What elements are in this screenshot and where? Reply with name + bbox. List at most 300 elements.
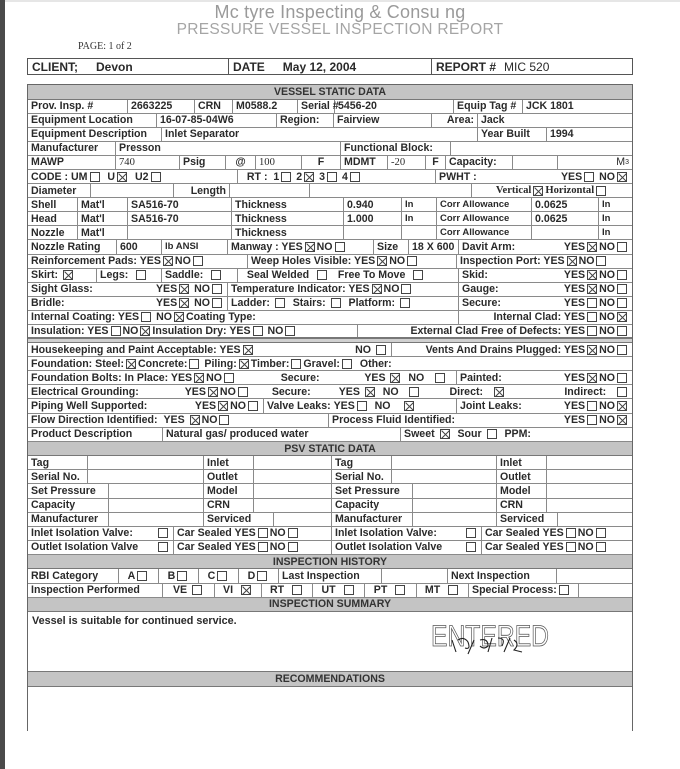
access-secure-label: Secure:: [462, 297, 501, 310]
report-cell: [432, 59, 632, 74]
psv2-capacity-label: Capacity: [332, 499, 413, 512]
rt4-label: 4: [341, 170, 348, 183]
diameter-value: [91, 184, 174, 197]
perf-ut-group: [313, 584, 365, 597]
area-value: Jack: [481, 114, 505, 127]
access-secure-group: [459, 297, 632, 310]
perf-rt-group: [262, 584, 313, 597]
row-sight-glass: [28, 283, 632, 297]
code-u-checkbox[interactable]: [117, 172, 127, 182]
diameter-spacer: [310, 184, 472, 197]
bolts-secure-label: Secure:: [280, 371, 320, 384]
pwht-no-label: NO: [599, 170, 615, 183]
psv2-oiv-checkbox[interactable]: [466, 542, 476, 552]
found-other-label: Other:: [359, 357, 392, 370]
psv2-iiv-car-yes-checkbox[interactable]: [566, 528, 576, 538]
weep-yes-checkbox[interactable]: [377, 256, 387, 266]
head-thickness: 1.000: [344, 212, 402, 225]
gauge-label: Gauge:: [462, 283, 499, 296]
row-diameter: [28, 184, 632, 198]
vents-group: [392, 343, 632, 356]
bolts-no-checkbox[interactable]: [224, 373, 234, 383]
vents-no-checkbox[interactable]: [617, 345, 627, 355]
rbi-b-group: [159, 569, 199, 582]
tempind-yes-checkbox[interactable]: [372, 284, 382, 294]
direct-checkbox[interactable]: [494, 387, 504, 397]
ground-secure-label: Secure:: [271, 385, 311, 398]
manway-no-label: NO: [316, 240, 333, 253]
sight-group: [28, 283, 228, 296]
row-nozzle: [28, 226, 632, 240]
sour-label: Sour: [457, 428, 482, 441]
rt-label: RT :: [246, 170, 268, 183]
fluid-yes-checkbox[interactable]: [587, 415, 597, 425]
code-group: [28, 170, 238, 183]
ground-label: Electrical Grounding:: [31, 385, 139, 398]
last-inspection-value[interactable]: [382, 569, 448, 582]
legs-checkbox[interactable]: [136, 270, 146, 280]
painted-no-checkbox[interactable]: [617, 373, 627, 383]
pwht-yes-label: YES: [560, 170, 583, 183]
psv2-capacity-value: [413, 499, 497, 512]
psv2-oiv-car-yes-checkbox[interactable]: [566, 542, 576, 552]
horizontal-label: Horizontal: [545, 185, 595, 197]
psv2-inlet-value: [547, 456, 632, 469]
vertical-checkbox[interactable]: [533, 186, 543, 196]
access-secure-no-checkbox[interactable]: [617, 298, 627, 308]
size-value: 18 X 600: [409, 240, 459, 253]
perf-ut-checkbox[interactable]: [344, 585, 354, 595]
temp-value: 100: [256, 156, 302, 169]
shell-thickness-label: Thickness: [232, 198, 344, 211]
summary-text: Vessel is suitable for continued service.: [32, 615, 237, 628]
joint-no-checkbox[interactable]: [617, 401, 627, 411]
nozzle-corr: [532, 226, 599, 239]
rbi-c-group: [199, 569, 239, 582]
psv1-model-label: Model: [204, 484, 254, 497]
indirect-checkbox[interactable]: [617, 387, 627, 397]
code-um-checkbox[interactable]: [90, 172, 100, 182]
intclad-yes-checkbox[interactable]: [587, 312, 597, 322]
crn-label: CRN: [195, 100, 233, 113]
pwht-no-checkbox[interactable]: [617, 172, 627, 182]
coating-group: [28, 311, 459, 324]
davit-yes-checkbox[interactable]: [587, 242, 597, 252]
psv2-oiv-car-group: [482, 541, 632, 554]
joint-yes-checkbox[interactable]: [587, 401, 597, 411]
insul-no-checkbox[interactable]: [140, 326, 150, 336]
diameter-label: Diameter: [28, 184, 91, 197]
rbi-d-checkbox[interactable]: [257, 571, 267, 581]
row-coating: [28, 311, 632, 325]
psig-unit: Psig: [180, 156, 226, 169]
ground-secure-no-checkbox[interactable]: [409, 387, 419, 397]
pwht-yes-checkbox[interactable]: [584, 172, 594, 182]
valve-no-checkbox[interactable]: [404, 401, 414, 411]
found-gravel-checkbox[interactable]: [342, 359, 352, 369]
stamp-text: ENTERED: [431, 620, 549, 654]
row-head: [28, 212, 632, 226]
psv2-mfr-value: [413, 513, 497, 526]
painted-no-label: NO: [599, 371, 615, 384]
special-label: Special Process:: [472, 584, 557, 597]
report-label: REPORT #: [436, 59, 497, 74]
section-vessel-static: VESSEL STATIC DATA: [28, 85, 632, 100]
tempind-group: [228, 283, 459, 296]
house-label: Housekeeping and Paint Acceptable: YES: [31, 343, 241, 356]
vents-label: Vents And Drains Plugged: YES: [425, 343, 586, 356]
house-no-checkbox[interactable]: [376, 345, 386, 355]
psv2-oiv-car-no-checkbox[interactable]: [596, 542, 606, 552]
mdmt-unit: F: [426, 156, 446, 169]
intclad-label: Internal Clad: YES: [493, 311, 586, 324]
flow-no-checkbox[interactable]: [219, 415, 229, 425]
psv1-oiv-car-no-checkbox[interactable]: [288, 542, 298, 552]
rt2-checkbox[interactable]: [304, 172, 314, 182]
special-checkbox[interactable]: [559, 585, 569, 595]
saddle-checkbox[interactable]: [211, 270, 221, 280]
area-label: Area:: [432, 114, 478, 127]
psv2-iiv-car-no-checkbox[interactable]: [596, 528, 606, 538]
rt1-label: 1: [273, 170, 280, 183]
found-timber-checkbox[interactable]: [291, 359, 301, 369]
perf-ve-checkbox[interactable]: [192, 585, 202, 595]
row-grounding: [28, 385, 632, 399]
prov-label: Prov. Insp. #: [28, 100, 128, 113]
row-housekeeping: [28, 343, 632, 357]
fb-label: Functional Block:: [341, 142, 451, 155]
capacity-value: [513, 156, 558, 169]
port-yes-checkbox[interactable]: [567, 256, 577, 266]
size-label: Size: [374, 240, 409, 253]
valve-yes-checkbox[interactable]: [357, 401, 367, 411]
flow-group: [28, 414, 329, 427]
psv-row-inlet-valve: [28, 527, 632, 541]
extclad-yes-checkbox[interactable]: [587, 326, 597, 336]
desc-value: Inlet Separator: [162, 128, 478, 141]
psv2-tag-label: Tag: [332, 456, 392, 469]
platform-label: Platform:: [348, 297, 396, 310]
davit-group: [459, 240, 632, 253]
psv1-oiv-checkbox[interactable]: [158, 542, 168, 552]
bolts-secure-yes-checkbox[interactable]: [390, 373, 400, 383]
insul-label: Insulation: YES: [31, 325, 109, 338]
nozzle-rating-unit: lb ANSI: [162, 240, 228, 253]
ground-secure-yes-label: YES: [338, 385, 360, 398]
row-product: [28, 428, 632, 442]
rbi-label: RBI Category: [28, 569, 119, 582]
found-gravel-label: Gravel:: [303, 357, 340, 370]
rbi-a-checkbox[interactable]: [137, 571, 147, 581]
psv2-iiv-group: [332, 527, 482, 540]
tempind-no-label: NO: [383, 283, 400, 296]
bridle-no-checkbox[interactable]: [212, 298, 222, 308]
bolts-secure-yes-label: YES: [364, 371, 386, 384]
skid-no-label: NO: [599, 269, 615, 282]
psv1-crn-label: CRN: [204, 499, 254, 512]
rt3-checkbox[interactable]: [327, 172, 337, 182]
region-value: Fairview: [334, 114, 432, 127]
davit-label: Davit Arm:: [462, 240, 516, 253]
reinf-label: Reinforcement Pads: YES: [31, 255, 161, 268]
psv1-iiv-car-no-label: NO: [269, 527, 286, 540]
code-u2-label: U2: [134, 170, 149, 183]
row-mawp: [28, 156, 632, 170]
bolts-label: Foundation Bolts: In Place: YES: [31, 371, 193, 384]
psv-row-outlet-valve: [28, 541, 632, 555]
psv2-oiv-group: [332, 541, 482, 554]
row-code: [28, 170, 632, 184]
seal-free-group: [238, 269, 459, 282]
seal-checkbox[interactable]: [317, 270, 327, 280]
perf-ut-label: UT: [321, 584, 336, 597]
row-foundation: [28, 357, 632, 371]
perf-mt-checkbox[interactable]: [448, 585, 458, 595]
nozzle-thickness-unit: [402, 226, 437, 239]
tempind-no-checkbox[interactable]: [401, 284, 411, 294]
sight-yes-checkbox[interactable]: [179, 284, 189, 294]
sweet-checkbox[interactable]: [440, 429, 450, 439]
crn-value: M0588.2: [233, 100, 298, 113]
mfr-label: Manufacturer: [28, 142, 116, 155]
psv2-crn-label: CRN: [497, 499, 547, 512]
row-flow: [28, 414, 632, 428]
legs-label: Legs:: [100, 269, 129, 282]
length-value: [230, 184, 310, 197]
found-timber-label: Timber:: [250, 357, 290, 370]
psv1-oiv-car-group: [174, 541, 332, 554]
product-label: Product Description: [28, 428, 163, 441]
flow-yes-checkbox[interactable]: [190, 415, 200, 425]
port-no-checkbox[interactable]: [596, 256, 606, 266]
tag-value: JCK 1801: [526, 100, 574, 113]
free-checkbox[interactable]: [413, 270, 423, 280]
report-value: MIC 520: [504, 59, 550, 74]
bolts-secure-no-checkbox[interactable]: [435, 373, 445, 383]
weep-group: [248, 255, 457, 268]
psv2-serviced-label: Serviced: [497, 513, 558, 526]
client-value: Devon: [96, 59, 133, 74]
psv1-oiv-group: [28, 541, 174, 554]
sight-label: Sight Glass:: [31, 283, 93, 296]
rbi-b-checkbox[interactable]: [177, 571, 187, 581]
shell-material: SA516-70: [128, 198, 232, 211]
row-rbi: [28, 569, 632, 583]
skid-yes-checkbox[interactable]: [587, 270, 597, 280]
report-header: [27, 58, 633, 75]
tag-label: Equip Tag #: [454, 100, 523, 113]
bolts-yes-checkbox[interactable]: [194, 373, 204, 383]
house-yes-checkbox[interactable]: [243, 345, 253, 355]
weep-no-checkbox[interactable]: [407, 256, 417, 266]
psv1-tag-label: Tag: [28, 456, 88, 469]
psv2-iiv-checkbox[interactable]: [466, 528, 476, 538]
serial-label: Serial #: [298, 100, 335, 113]
next-inspection-value[interactable]: [557, 569, 632, 582]
rt3-label: 3: [319, 170, 325, 183]
row-supports: [28, 269, 632, 283]
head-material: SA516-70: [128, 212, 232, 225]
intclad-no-checkbox[interactable]: [617, 312, 627, 322]
row-shell: [28, 198, 632, 212]
psv1-iiv-car-no-checkbox[interactable]: [288, 528, 298, 538]
coattype-label: Coating Type:: [185, 311, 256, 324]
head-corr-label: Corr Allowance: [437, 212, 532, 225]
head-thickness-label: Thickness: [232, 212, 344, 225]
psv1-oiv-car-yes-checkbox[interactable]: [258, 542, 268, 552]
summary-body: [28, 612, 632, 672]
perf-ve-label: VE: [172, 584, 188, 597]
manway-no-checkbox[interactable]: [335, 242, 345, 252]
reinf-no-checkbox[interactable]: [193, 256, 203, 266]
insdry-no-checkbox[interactable]: [285, 326, 295, 336]
indirect-label: Indirect:: [564, 385, 607, 398]
psv2-oiv-label: Outlet Isolation Valve: [335, 541, 443, 554]
gauge-yes-checkbox[interactable]: [587, 284, 597, 294]
weep-no-label: NO: [389, 255, 406, 268]
found-steel-label: Foundation: Steel:: [31, 357, 124, 370]
head-corr-unit: In: [602, 213, 611, 225]
psv1-mfr-label: Manufacturer: [28, 513, 109, 526]
rt4-checkbox[interactable]: [350, 172, 360, 182]
shell-label: Shell: [28, 198, 78, 211]
psv2-serviced-value: [558, 513, 632, 526]
sight-no-checkbox[interactable]: [212, 284, 222, 294]
psv2-iiv-car-group: [482, 527, 632, 540]
psv1-capacity-label: Capacity: [28, 499, 109, 512]
perf-mt-label: MT: [424, 584, 441, 597]
ground-secure-yes-checkbox[interactable]: [365, 387, 375, 397]
gauge-no-checkbox[interactable]: [617, 284, 627, 294]
sour-checkbox[interactable]: [487, 429, 497, 439]
capacity-unit: M 3: [616, 156, 629, 169]
found-piling-checkbox[interactable]: [239, 359, 249, 369]
gauge-no-label: NO: [599, 283, 615, 296]
psv1-model-value: [254, 484, 332, 497]
scan-edge: [0, 0, 5, 769]
perf-rt-checkbox[interactable]: [292, 585, 302, 595]
psv2-iiv-label: Inlet Isolation Valve:: [335, 527, 437, 540]
perf-pt-checkbox[interactable]: [395, 585, 405, 595]
vertical-label: Vertical: [495, 185, 532, 197]
nozzle-corr-unit: In: [602, 227, 611, 239]
insul-yes-checkbox[interactable]: [111, 326, 121, 336]
psv2-iiv-car-no-label: NO: [577, 527, 594, 540]
saddle-label: Saddle:: [165, 269, 204, 282]
psv1-tag-value: [88, 456, 204, 469]
manway-yes-checkbox[interactable]: [305, 242, 315, 252]
weep-label: Weep Holes Visible: YES: [251, 255, 376, 268]
rt2-label: 2: [296, 170, 303, 183]
psv2-crn-value: [547, 499, 632, 512]
psv1-iiv-checkbox[interactable]: [158, 528, 168, 538]
psv2-model-label: Model: [497, 484, 547, 497]
product-value: Natural gas/ produced water: [163, 428, 401, 441]
valve-label: Valve Leaks:: [267, 400, 331, 413]
bridle-yes-label: YES: [155, 297, 178, 310]
insdry-yes-checkbox[interactable]: [253, 326, 263, 336]
shell-thickness: 0.940: [344, 198, 402, 211]
access-secure-yes-checkbox[interactable]: [587, 298, 597, 308]
psv2-outlet-value: [547, 470, 632, 483]
found-steel-checkbox[interactable]: [126, 359, 136, 369]
rbi-c-checkbox[interactable]: [217, 571, 227, 581]
psv1-oiv-label: Outlet Isolation Valve: [31, 541, 139, 554]
ground-no-checkbox[interactable]: [238, 387, 248, 397]
reinf-yes-checkbox[interactable]: [163, 256, 173, 266]
head-thickness-unit: In: [402, 212, 437, 225]
sweet-label: Sweet: [404, 428, 435, 441]
extclad-no-label: NO: [599, 325, 615, 338]
nozzle-rating-value: 600: [117, 240, 162, 253]
code-u2-checkbox[interactable]: [151, 172, 161, 182]
psv1-outlet-label: Outlet: [204, 470, 254, 483]
nozzle-matl-label: Mat'l: [78, 226, 128, 239]
date-label: DATE: [233, 59, 265, 74]
mawp-value: 740: [116, 156, 180, 169]
horizontal-checkbox[interactable]: [596, 186, 606, 196]
painted-yes-checkbox[interactable]: [587, 373, 597, 383]
psv1-iiv-car-yes-checkbox[interactable]: [258, 528, 268, 538]
gauge-yes-label: YES: [563, 283, 586, 296]
ground-yes-checkbox[interactable]: [208, 387, 218, 397]
saddle-group: [162, 269, 238, 282]
painted-yes-label: YES: [563, 371, 586, 384]
ppm-label: PPM:: [504, 428, 531, 441]
psv1-inlet-value: [254, 456, 332, 469]
psv1-iiv-car-group: [174, 527, 332, 540]
skirt-group: [28, 269, 97, 282]
rbi-a-group: [119, 569, 159, 582]
psv1-setp-value: [109, 484, 204, 497]
date-cell: [229, 59, 432, 74]
davit-no-checkbox[interactable]: [617, 242, 627, 252]
vents-yes-checkbox[interactable]: [587, 345, 597, 355]
intcoat-yes-checkbox[interactable]: [141, 312, 151, 322]
rbi-d-group: [239, 569, 279, 582]
rt1-checkbox[interactable]: [281, 172, 291, 182]
platform-checkbox[interactable]: [400, 298, 410, 308]
bridle-yes-checkbox[interactable]: [179, 298, 189, 308]
date-value: May 12, 2004: [282, 59, 357, 74]
vents-no-label: NO: [599, 343, 615, 356]
psv1-mfr-value: [109, 513, 204, 526]
fluid-no-checkbox[interactable]: [617, 415, 627, 425]
found-concrete-checkbox[interactable]: [189, 359, 199, 369]
recommendations-body[interactable]: [28, 687, 632, 731]
skid-no-checkbox[interactable]: [617, 270, 627, 280]
bolts-no-label: NO: [206, 371, 222, 384]
port-no-label: NO: [578, 255, 595, 268]
manway-group: [228, 240, 374, 253]
psv2-oiv-car-label: Car Sealed YES: [485, 541, 564, 554]
client-label: CLIENT;: [32, 59, 78, 74]
perf-vi-checkbox[interactable]: [241, 585, 251, 595]
perf-pt-group: [365, 584, 417, 597]
code-um-label: UM: [71, 170, 88, 183]
extclad-no-checkbox[interactable]: [617, 326, 627, 336]
intcoat-no-checkbox[interactable]: [174, 312, 184, 322]
psv1-inlet-label: Inlet: [204, 456, 254, 469]
piping-yes-checkbox[interactable]: [218, 401, 228, 411]
perf-ve-group: [163, 584, 215, 597]
skirt-checkbox[interactable]: [63, 270, 73, 280]
ladder-checkbox[interactable]: [275, 298, 285, 308]
psv1-iiv-group: [28, 527, 174, 540]
psv1-serviced-value: [274, 513, 332, 526]
stairs-checkbox[interactable]: [331, 298, 341, 308]
piping-no-checkbox[interactable]: [248, 401, 258, 411]
